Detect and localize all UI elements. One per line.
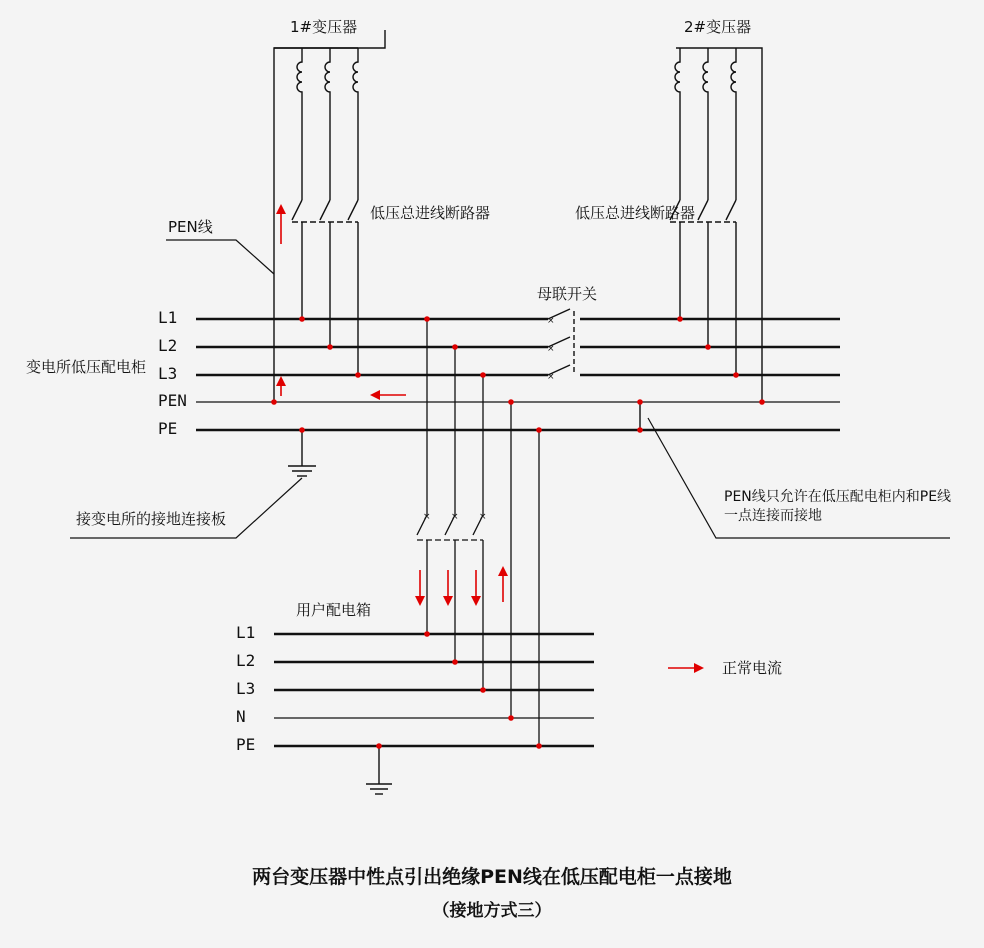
svg-text:×: × xyxy=(423,512,431,522)
svg-text:×: × xyxy=(547,316,555,326)
ground-plate-label: 接变电所的接地连接板 xyxy=(76,510,227,528)
svg-text:×: × xyxy=(547,344,555,354)
breaker-left xyxy=(292,200,358,375)
user-bus-label-l3: L3 xyxy=(236,679,256,698)
svg-text:×: × xyxy=(479,512,487,522)
normal-current-legend: 正常电流 xyxy=(722,659,783,677)
transformer-1-label: 1#变压器 xyxy=(290,18,358,36)
breaker-right xyxy=(670,200,736,375)
diagram-subtitle: （接地方式三） xyxy=(432,901,552,921)
transformer-1-coils xyxy=(297,48,358,200)
transformer-2 xyxy=(670,48,762,402)
bus-coupler-switch xyxy=(547,309,574,382)
user-ground-symbol xyxy=(366,746,392,794)
pen-note-line2: 一点连接而接地 xyxy=(724,507,822,524)
svg-text:×: × xyxy=(547,372,555,382)
svg-text:×: × xyxy=(451,512,459,522)
bus-label-l2: L2 xyxy=(158,336,178,355)
user-bus-label-n: N xyxy=(236,707,246,726)
substation-buses xyxy=(196,319,840,430)
bus-label-l3: L3 xyxy=(158,364,178,383)
user-bus-label-l2: L2 xyxy=(236,651,256,670)
substation-panel-label: 变电所低压配电柜 xyxy=(26,358,147,376)
transformer-2-label: 2#变压器 xyxy=(684,18,752,36)
user-box-label: 用户配电箱 xyxy=(296,601,372,619)
pen-note-line1: PEN线只允许在低压配电柜内和PE线 xyxy=(724,489,952,505)
breaker-left-label: 低压总进线断路器 xyxy=(370,204,491,222)
bus-label-pe: PE xyxy=(158,419,178,438)
bus-coupler-label: 母联开关 xyxy=(537,285,598,303)
user-bus-label-l1: L1 xyxy=(236,623,256,642)
diagram-title: 两台变压器中性点引出绝缘PEN线在低压配电柜一点接地 xyxy=(252,866,732,888)
user-bus-label-pe: PE xyxy=(236,735,256,754)
pen-note xyxy=(724,488,951,526)
bus-label-l1: L1 xyxy=(158,308,178,327)
user-feeders xyxy=(417,319,539,746)
substation-ground-symbol xyxy=(288,430,316,476)
pen-line-label: PEN线 xyxy=(168,218,213,236)
user-buses xyxy=(274,634,594,746)
transformer-2-coils xyxy=(675,48,736,200)
junction-dots xyxy=(271,316,765,749)
bus-label-pen: PEN xyxy=(158,391,187,410)
breaker-right-label: 低压总进线断路器 xyxy=(575,204,696,222)
